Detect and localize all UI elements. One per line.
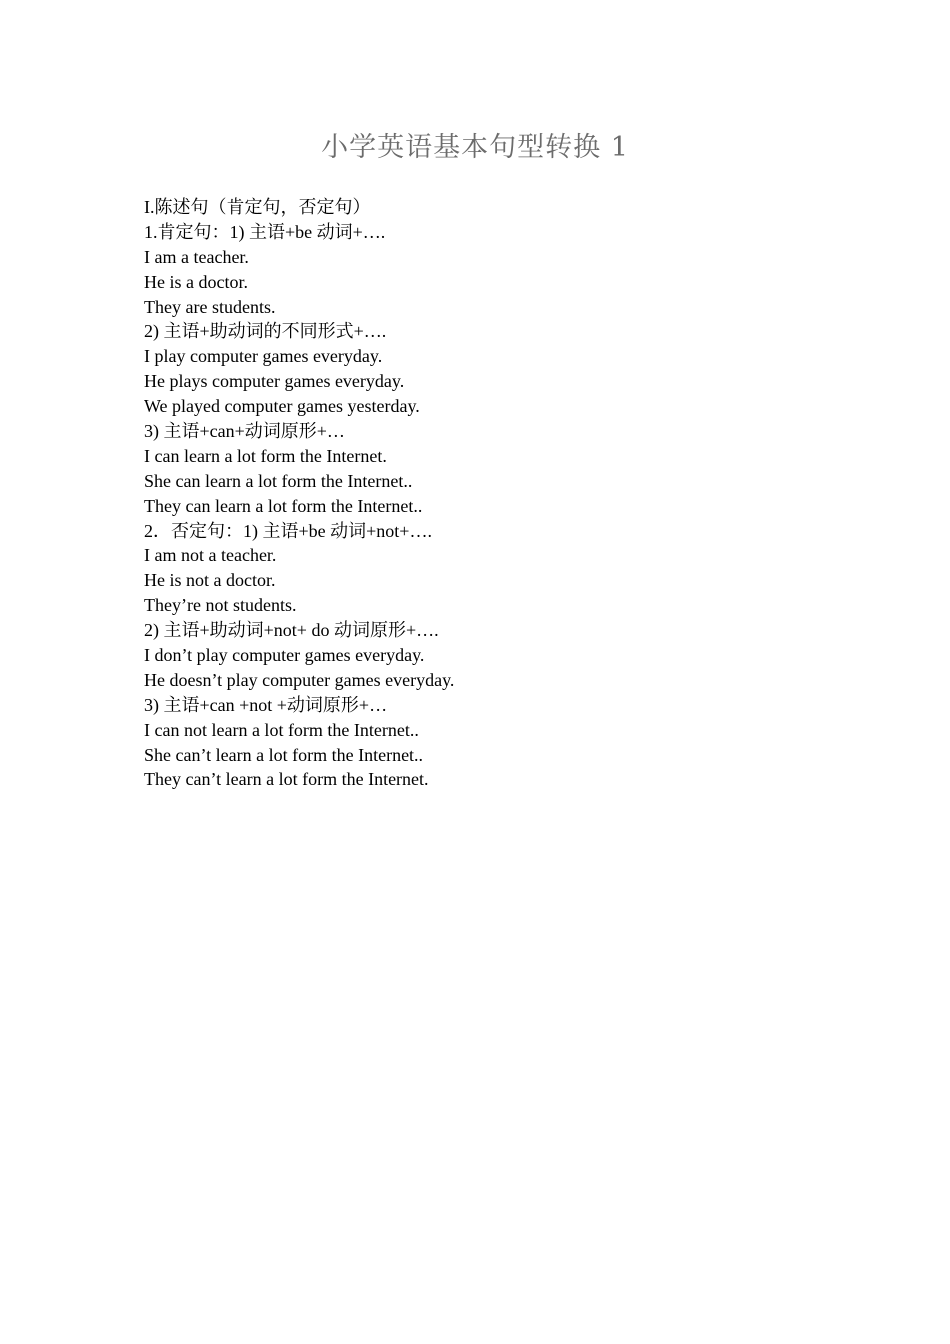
- example-sentence: I can learn a lot form the Internet.: [144, 445, 387, 466]
- document-body: [144, 195, 844, 792]
- example-sentence: He doesn’t play computer games everyday.: [144, 669, 455, 690]
- example-sentence: We played computer games yesterday.: [144, 396, 420, 417]
- example-sentence: They’re not students.: [144, 595, 297, 616]
- example-sentence: I am a teacher.: [144, 246, 249, 267]
- pattern-heading: 2) 主语+助动词的不同形式+….: [144, 321, 387, 342]
- example-sentence: I don’t play computer games everyday.: [144, 645, 425, 666]
- example-sentence: They can learn a lot form the Internet..: [144, 495, 423, 516]
- pattern-heading: 3) 主语+can+动词原形+…: [144, 421, 345, 442]
- pattern-heading: 2) 主语+助动词+not+ do 动词原形+….: [144, 620, 439, 641]
- example-sentence: He is a doctor.: [144, 271, 248, 292]
- example-sentence: He plays computer games everyday.: [144, 371, 405, 392]
- example-sentence: I am not a teacher.: [144, 545, 277, 566]
- section-heading: I.陈述句（肯定句，否定句）: [144, 197, 371, 217]
- example-sentence: She can’t learn a lot form the Internet..: [144, 744, 424, 765]
- example-sentence: They are students.: [144, 296, 276, 317]
- example-sentence: They can’t learn a lot form the Internet.: [144, 769, 429, 790]
- pattern-heading: 3) 主语+can +not +动词原形+…: [144, 694, 388, 715]
- subsection-heading: 1.肯定句：1) 主语+be 动词+….: [144, 221, 386, 242]
- page-title: 小学英语基本句型转换 1: [321, 132, 629, 163]
- example-sentence: I play computer games everyday.: [144, 346, 383, 367]
- example-sentence: She can learn a lot form the Internet..: [144, 470, 413, 491]
- subsection-heading: 2．否定句：1) 主语+be 动词+not+….: [144, 520, 432, 541]
- example-sentence: I can not learn a lot form the Internet..: [144, 719, 419, 740]
- example-sentence: He is not a doctor.: [144, 570, 276, 591]
